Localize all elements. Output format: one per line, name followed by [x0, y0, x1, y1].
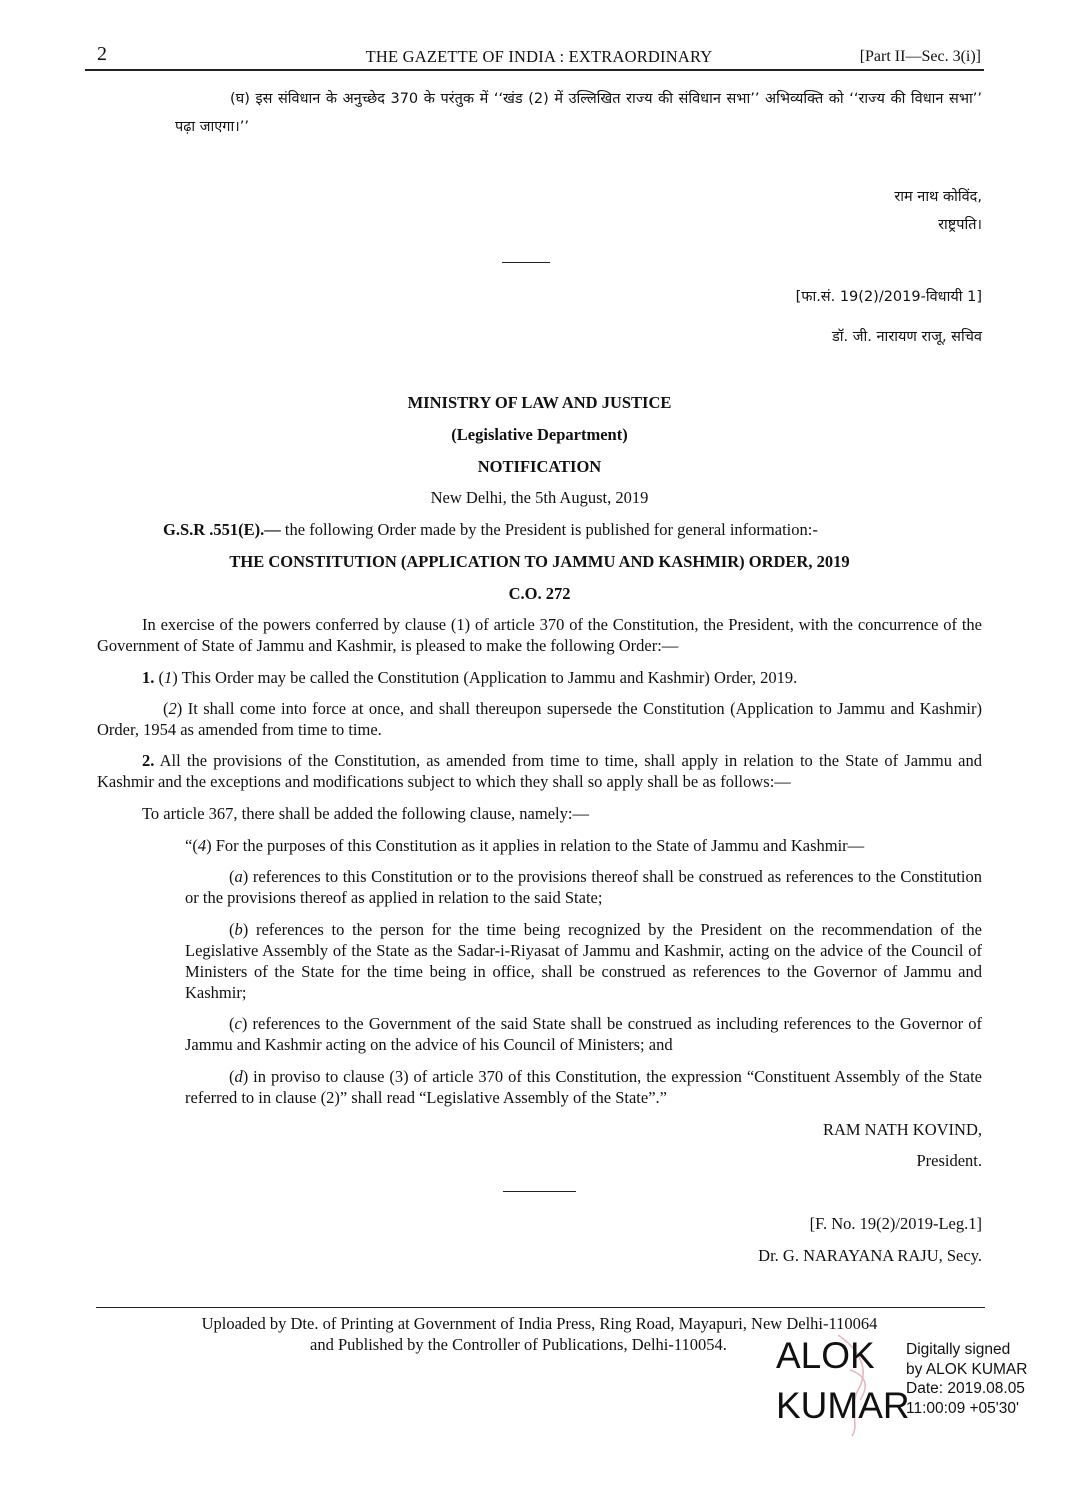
- hindi-clause-line1: (घ) इस संविधान के अनुच्छेद 370 के परंतुक में ‘‘खंड (2) में उल्लिखित राज्य की संविधान सभा’’ अभिव्यक्ति को: [230, 91, 844, 107]
- hindi-file-number: [फा.सं. 19(2)/2019-विधायी 1]: [795, 289, 982, 305]
- hindi-clause-line2: ‘‘राज्य की विधान सभा’’ पढ़ा जाएगा।’’: [175, 91, 982, 135]
- gazette-header: [97, 44, 981, 68]
- file-number: [F. No. 19(2)/2019-Leg.1]: [809, 1214, 982, 1233]
- digital-signer-last-name: KUMAR: [776, 1385, 910, 1426]
- section-1-1: [142, 667, 982, 688]
- section-1-2-subnumber: 2: [168, 699, 177, 718]
- clause-4-text: ) For the purposes of this Constitution as it applies in relation to the State of Jammu and Kashmir—: [206, 836, 865, 855]
- preamble-paragraph: In exercise of the powers conferred by clause (1) of article 370 of the Constitution, the President, with the concurrence of the Government of State of Jammu and Kashmir, is pleased to make the following Order:—: [97, 615, 982, 655]
- notification-heading: NOTIFICATION: [477, 457, 602, 476]
- department-heading: (Legislative Department): [451, 425, 628, 444]
- section-1-1-subnumber: 1: [164, 668, 173, 687]
- section-2-text: All the provisions of the Constitution, as amended from time to time, shall apply in relation to the State of Jammu and Kashmir and the exceptions and modifications subject to which they shall so apply shall be as follows:—: [97, 751, 982, 791]
- gsr-text: the following Order made by the President is published for general information:-: [280, 520, 818, 539]
- section-1-1-text: ) This Order may be called the Constitution (Application to Jammu and Kashmir) Order, 2019.: [172, 668, 798, 687]
- signature-detail-line1: Digitally signed: [906, 1341, 1011, 1358]
- page-number: 2: [97, 43, 107, 65]
- section-1-2: [97, 698, 982, 740]
- co-number: C.O. 272: [508, 584, 571, 603]
- hindi-secretary: डॉ. जी. नारायण राजू, सचिव: [832, 329, 982, 345]
- section-1-2-text: ) It shall come into force at once, and shall thereupon supersede the Constitution (Application to Jammu and Kashmir) Order, 1954 as amended from time to time.: [97, 699, 982, 739]
- signatory-name: RAM NATH KOVIND,: [822, 1120, 982, 1139]
- digital-signer-first-name: ALOK: [776, 1335, 875, 1376]
- hindi-signatory-name: राम नाथ कोविंद,: [894, 189, 982, 205]
- gazette-part: [Part II—Sec. 3(i)]: [859, 48, 981, 65]
- sub-clause-a: [185, 866, 982, 908]
- signatory-title: President.: [916, 1151, 982, 1170]
- sub-clause-d: [185, 1066, 982, 1108]
- hindi-clause: [175, 85, 982, 141]
- sub-clause-c-paren: (: [229, 1014, 235, 1033]
- sub-clause-c: [185, 1013, 982, 1055]
- article-367-line: To article 367, there shall be added the following clause, namely:—: [142, 804, 589, 823]
- digital-signature-details: [906, 1340, 1076, 1418]
- section-1-1-paren: (: [154, 668, 164, 687]
- section-2: [97, 750, 982, 792]
- sub-clause-a-paren: (: [229, 867, 235, 886]
- sub-clause-b: [185, 919, 982, 1003]
- sub-clause-d-letter: d: [234, 1067, 243, 1086]
- footer-line-2: and Published by the Controller of Publications, Delhi-110054.: [310, 1335, 727, 1354]
- clause-4-number: 4: [197, 836, 207, 855]
- sub-clause-d-paren: (: [229, 1067, 235, 1086]
- sub-clause-c-text: ) references to the Government of the said State shall be construed as including references to the Governor of Jammu and Kashmir acting on the advice of his Council of Ministers; and: [185, 1014, 982, 1054]
- signature-detail-line2: by ALOK KUMAR: [906, 1360, 1028, 1378]
- footer-line-1: Uploaded by Dte. of Printing at Government of India Press, Ring Road, Mayapuri, New Delhi-110064: [201, 1314, 878, 1333]
- signature-detail-time: 11:00:09 +05'30': [906, 1399, 1019, 1417]
- section-divider: [503, 1191, 576, 1192]
- gsr-number: G.S.R .551(E).—: [163, 520, 281, 539]
- sub-clause-c-letter: c: [234, 1014, 242, 1033]
- sub-clause-b-text: ) references to the person for the time being recognized by the President on the recommendation of the Legislative Assembly of the State as the Sadar-i-Riyasat of Jammu and Kashmir, acting on the advice of the Council of Ministers of the State for the time being in office, shall be construed as references to the Governor of Jammu and Kashmir;: [185, 920, 982, 1002]
- gazette-title: THE GAZETTE OF INDIA : EXTRAORDINARY: [365, 47, 713, 66]
- secretary-signature: Dr. G. NARAYANA RAJU, Secy.: [758, 1246, 982, 1265]
- sub-clause-b-paren: (: [229, 920, 235, 939]
- place-date: New Delhi, the 5th August, 2019: [430, 488, 649, 507]
- hindi-section-divider: [502, 262, 550, 263]
- sub-clause-b-letter: b: [234, 920, 243, 939]
- sub-clause-d-text: ) in proviso to clause (3) of article 370 of this Constitution, the expression “Constituent Assembly of the State referred to in clause (2)” shall read “Legislative Assembly of the State”.”: [185, 1067, 982, 1107]
- section-1-2-paren: (: [163, 699, 169, 718]
- order-title: THE CONSTITUTION (APPLICATION TO JAMMU AND KASHMIR) ORDER, 2019: [229, 552, 850, 571]
- sub-clause-a-text: ) references to this Constitution or to the provisions thereof shall be construed as references to the Constitution or the provisions thereof as applied in relation to the said State;: [185, 867, 982, 907]
- hindi-signatory-title: राष्ट्रपति।: [938, 217, 982, 233]
- footer-rule: [96, 1307, 985, 1308]
- sub-clause-a-letter: a: [234, 867, 243, 886]
- gsr-line: [163, 519, 982, 540]
- clause-4-open: “(: [185, 836, 198, 855]
- ministry-heading: MINISTRY OF LAW AND JUSTICE: [407, 393, 672, 412]
- header-rule: [85, 69, 984, 71]
- section-1-number: 1.: [142, 668, 155, 687]
- signature-detail-date: Date: 2019.08.05: [906, 1380, 1025, 1397]
- section-2-number: 2.: [142, 751, 155, 770]
- clause-4: [185, 835, 982, 856]
